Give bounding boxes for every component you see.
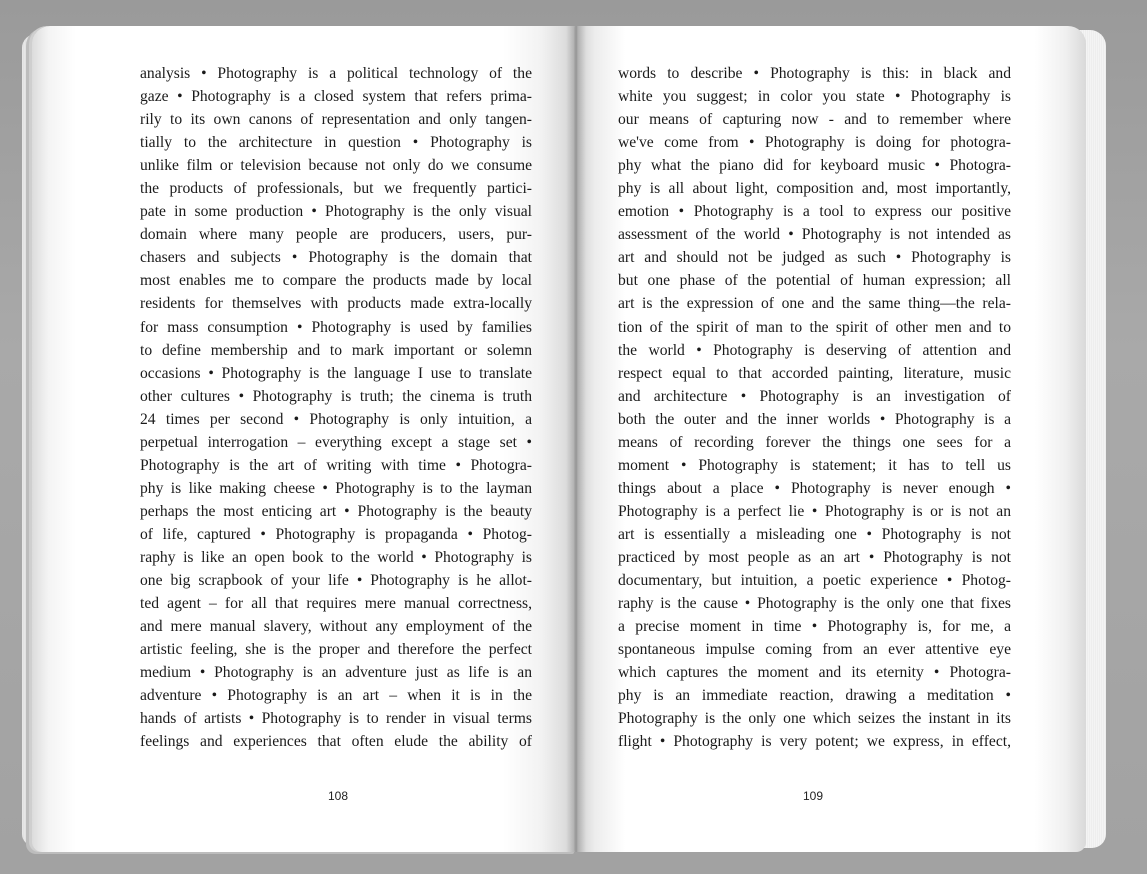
text-line: to define membership and to mark important or solemn xyxy=(140,341,532,359)
text-line: raphy is like an open book to the world • Photography is xyxy=(140,548,532,566)
text-line: unlike film or television because not only do we consume xyxy=(140,157,532,175)
text-line: residents for themselves with products made extra-locally xyxy=(140,295,532,313)
text-line: perhaps the most enticing art • Photography is the beauty xyxy=(140,502,532,520)
text-line: tion of the spirit of man to the spirit of other men and to xyxy=(618,318,1011,336)
text-line: pate in some production • Photography is the only visual xyxy=(140,203,532,221)
text-line: respect equal to that accorded painting, literature, music xyxy=(618,364,1011,382)
text-line: phy is all about light, composition and, most importantly, xyxy=(618,180,1011,198)
text-line: the products of professionals, but we frequently partici- xyxy=(140,180,532,198)
text-line: Photography is a perfect lie • Photography is or is not an xyxy=(618,502,1011,520)
left-page-number: 108 xyxy=(328,789,349,803)
left-page-body-text xyxy=(140,62,532,753)
text-line: art and should not be judged as such • Photography is xyxy=(618,249,1011,267)
text-line: one big scrapbook of your life • Photography is he allot- xyxy=(140,572,532,590)
text-line: spontaneous impulse coming from an ever attentive eye xyxy=(618,641,1011,659)
text-line: ted agent – for all that requires mere manual correctness, xyxy=(140,595,532,613)
text-line: 24 times per second • Photography is only intuition, a xyxy=(140,410,532,428)
book-gutter xyxy=(566,26,586,852)
text-line: art is essentially a misleading one • Photography is not xyxy=(618,525,1011,543)
text-line: a precise moment in time • Photography is, for me, a xyxy=(618,618,1011,636)
text-line: tially to the architecture in question • Photography is xyxy=(140,134,532,152)
text-line: most enables me to compare the products made by local xyxy=(140,272,532,290)
text-line: adventure • Photography is an art – when it is in the xyxy=(140,687,532,705)
text-line: flight • Photography is very potent; we express, in effect, xyxy=(618,733,1011,751)
right-page-number: 109 xyxy=(803,789,824,803)
left-page xyxy=(32,26,580,852)
right-page xyxy=(574,26,1086,852)
text-line: medium • Photography is an adventure just as life is an xyxy=(140,664,532,682)
text-line: gaze • Photography is a closed system that refers prima- xyxy=(140,88,532,106)
text-line: Photography is the art of writing with time • Photogra- xyxy=(140,456,532,474)
text-line: art is the expression of one and the same thing—the rela- xyxy=(618,295,1011,313)
text-line: domain where many people are producers, users, pur- xyxy=(140,226,532,244)
text-line: means of recording forever the things one sees for a xyxy=(618,433,1011,451)
text-line: rily to its own canons of representation and only tangen- xyxy=(140,111,532,129)
text-line: analysis • Photography is a political technology of the xyxy=(140,65,532,82)
text-line: the world • Photography is deserving of attention and xyxy=(618,341,1011,359)
text-line: which captures the moment and its eternity • Photogra- xyxy=(618,664,1011,682)
text-line: but one phase of the potential of human expression; all xyxy=(618,272,1011,290)
text-line: our means of capturing now - and to remember where xyxy=(618,111,1011,129)
text-line: white you suggest; in color you state • Photography is xyxy=(618,88,1011,106)
text-line: emotion • Photography is a tool to express our positive xyxy=(618,203,1011,221)
text-line: occasions • Photography is the language I use to translate xyxy=(140,364,532,382)
text-line: phy is like making cheese • Photography is to the layman xyxy=(140,479,532,497)
text-line: practiced by most people as an art • Photography is not xyxy=(618,548,1011,566)
text-line: and architecture • Photography is an investigation of xyxy=(618,387,1011,405)
text-line: hands of artists • Photography is to render in visual terms xyxy=(140,710,532,728)
text-line: chasers and subjects • Photography is the domain that xyxy=(140,249,532,267)
text-line: moment • Photography is statement; it has to tell us xyxy=(618,456,1011,474)
text-line: phy what the piano did for keyboard music • Photogra- xyxy=(618,157,1011,175)
text-line: Photography is the only one which seizes the instant in its xyxy=(618,710,1011,728)
text-line: words to describe • Photography is this: in black and xyxy=(618,65,1011,82)
text-line: feelings and experiences that often elude the ability of xyxy=(140,733,532,751)
text-line: other cultures • Photography is truth; the cinema is truth xyxy=(140,387,532,405)
text-line: things about a place • Photography is never enough • xyxy=(618,479,1011,497)
text-line: documentary, but intuition, a poetic experience • Photog- xyxy=(618,572,1011,590)
text-line: both the outer and the inner worlds • Photography is a xyxy=(618,410,1011,428)
text-line: phy is an immediate reaction, drawing a meditation • xyxy=(618,687,1011,705)
text-line: and mere manual slavery, without any employment of the xyxy=(140,618,532,636)
text-line: we've come from • Photography is doing for photogra- xyxy=(618,134,1011,152)
text-line: for mass consumption • Photography is used by families xyxy=(140,318,532,336)
text-line: perpetual interrogation – everything except a stage set • xyxy=(140,433,532,451)
text-line: raphy is the cause • Photography is the only one that fixes xyxy=(618,595,1011,613)
right-page-body-text xyxy=(618,62,1011,753)
text-line: assessment of the world • Photography is not intended as xyxy=(618,226,1011,244)
text-line: artistic feeling, she is the proper and therefore the perfect xyxy=(140,641,532,659)
text-line: of life, captured • Photography is propaganda • Photog- xyxy=(140,525,532,543)
